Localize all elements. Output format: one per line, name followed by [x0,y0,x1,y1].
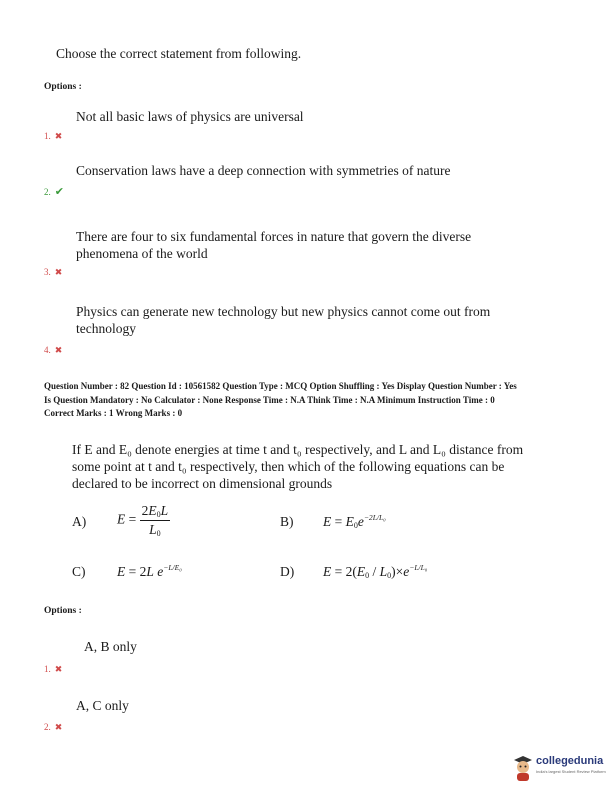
q1-options-label: Options : [44,82,82,92]
q1-option-3-text[interactable]: There are four to six fundamental forces in nature that govern the diverse phenomena of the world [76,229,472,261]
collegedunia-logo: collegedunia India's largest Student Review Platform [512,752,608,788]
wrong-icon: ✖ [54,267,63,277]
wrong-icon: ✖ [54,722,63,732]
wrong-icon: ✖ [54,345,63,355]
correct-check-icon: ✔ [54,186,64,198]
equation-b: $E = E_0e^{-2L/L_0}$ [323,513,386,530]
equation-d: $E = 2(E_0 / L_0)\times e^{-L/L_0}$ [323,563,428,580]
q2-option-1-marker: 1. ✖ [44,664,63,674]
q1-option-2-text[interactable]: Conservation laws have a deep connection with symmetries of nature [76,163,451,178]
q1-option-1-text[interactable]: Not all basic laws of physics are universal [76,109,304,124]
equation-c: E = 2L $e^{-L/E_0}$ [117,563,182,579]
q2-option-1-text[interactable]: A, B only [84,639,137,654]
q2-option-2-marker: 2. ✖ [44,722,63,732]
q1-option-1-marker: 1. ✖ [44,131,63,141]
q1-option-2-marker: 2. ✔ [44,186,64,198]
q1-option-4-text[interactable]: Physics can generate new technology but new physics cannot come out from technology [76,304,491,336]
q1-stem: Choose the correct statement from following. [56,46,302,61]
q2-stem: If E and E₀ denote energies at time t and t₀ respectively, and L and L₀ distance from some point at t and t₀ respectively, then which of the following equations can be declared to be incorrect on dimensional grounds [72,442,524,491]
q1-option-4-marker: 4. ✖ [44,345,63,355]
eq-label-c: C) [72,564,86,579]
mascot-icon [512,752,534,782]
q2-options-label: Options : [44,606,82,616]
eq-label-b: B) [280,514,294,529]
wrong-icon: ✖ [54,131,63,141]
q2-metadata: Question Number : 82 Question Id : 10561582 Question Type : MCQ Option Shuffling : Yes Display Question Number : Yes Is Question Mandatory : No Calculator : None Response Time : N.A Think Time : N.A Minimum Instruction Time : 0 Correct Marks : 1 Wrong Marks : 0 [44,381,517,418]
q1-option-3-marker: 3. ✖ [44,267,63,277]
eq-label-d: D) [280,564,295,579]
eq-label-a: A) [72,514,87,529]
q2-option-2-text[interactable]: A, C only [76,698,129,713]
equation-a: E = $\frac{2E_0L}{L_0}$ [117,503,169,538]
wrong-icon: ✖ [54,664,63,674]
